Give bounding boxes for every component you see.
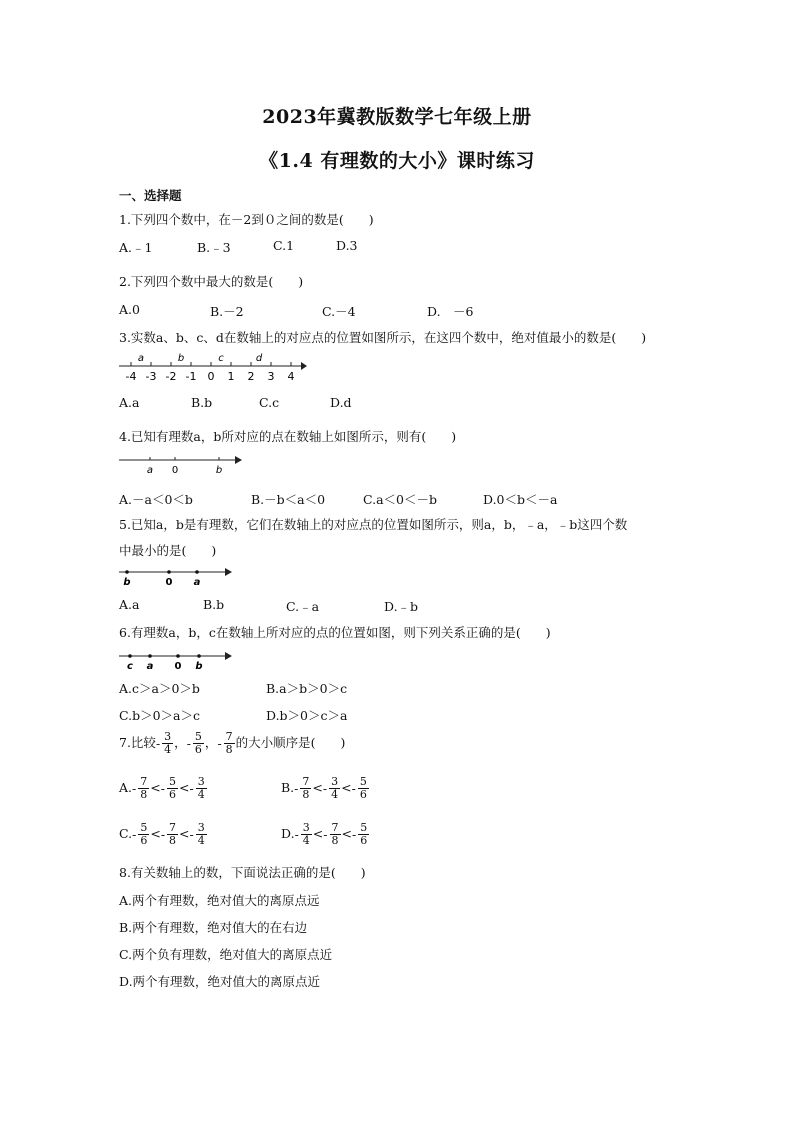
q6-number-line [115,647,240,673]
axis-point-label: b [177,353,185,364]
question-7-stem: 7.比较- $\frac{3}{4}$ ，- $\frac{5}{6}$ ，- $\frac{7}{8}$ 的大小顺序是( ) [119,730,346,756]
q7-option-c: C.- $\frac{5}{6}$ <- $\frac{7}{8}$ <- $\frac{3}{4}$ [119,821,205,847]
q1-option-c: C.1 [273,238,295,253]
q4-option-b: B.－b＜a＜0 [251,492,326,507]
q6-option-d: D.b＞0＞c＞a [266,708,348,723]
axis-tick-label: -1 [185,370,197,383]
q6-label-c: c [127,661,133,672]
question-6-stem: 6.有理数a，b，c在数轴上所对应的点的位置如图，则下列关系正确的是( ) [119,625,551,640]
q4-label-b: b [215,465,223,476]
q6-option-b: B.a＞b＞0＞c [266,681,348,696]
q7-option-b: B.- $\frac{7}{8}$ <- $\frac{3}{4}$ <- $\frac{5}{6}$ [281,775,367,801]
q3-option-c: C.c [259,395,280,410]
q6-option-a: A.c＞a＞0＞b [119,681,200,696]
axis-arrow [301,362,307,370]
axis-ticks [131,362,291,366]
q5-number-line [115,563,240,589]
q5-option-b: B.b [203,597,225,612]
q2-option-d: D. －6 [427,304,474,319]
axis-tick-label: 2 [247,370,255,383]
question-4-stem: 4.已知有理数a，b所对应的点在数轴上如图所示，则有( ) [119,429,457,444]
q5-option-c: C.﹣a [286,599,320,614]
axis-point-label: a [137,353,145,364]
axis-tick-label: -3 [145,370,157,383]
q1-option-d: D.3 [336,238,358,253]
q3-option-d: D.d [330,395,352,410]
section-heading: 一、选择题 [119,188,182,203]
q5-label-zero: 0 [165,577,173,588]
q7-option-d: D.- $\frac{3}{4}$ <- $\frac{7}{8}$ <- $\frac{5}{6}$ [281,821,368,847]
q5-label-a: a [193,577,201,588]
q3-option-a: A.a [119,395,140,410]
axis-tick-label: -2 [165,370,177,383]
q4-label-zero: 0 [171,465,179,476]
q4-number-line [115,451,250,477]
q1-option-b: B.﹣3 [197,240,231,255]
axis-point-label: d [255,353,263,364]
q2-option-a: A.0 [119,302,140,317]
axis-tick-label: -4 [125,370,137,383]
q6-option-c: C.b＞0＞a＞c [119,708,200,723]
question-2-stem: 2.下列四个数中最大的数是( ) [119,274,304,289]
q4-option-c: C.a＜0＜－b [363,492,437,507]
q5-label-b: b [123,577,131,588]
question-5-stem-line2: 中最小的是( ) [119,543,217,558]
page-subtitle: 《1.4 有理数的大小》课时练习 [259,150,535,172]
q2-option-c: C.－4 [322,304,356,319]
axis-tick-label: 1 [227,370,235,383]
q6-label-a: a [146,661,154,672]
q2-option-b: B.－2 [210,304,244,319]
q8-option-c: C.两个负有理数，绝对值大的离原点近 [119,947,333,962]
q7-option-a: A.- $\frac{7}{8}$ <- $\frac{5}{6}$ <- $\frac{3}{4}$ [119,775,205,801]
q3-number-line [115,350,310,386]
q4-option-d: D.0＜b＜－a [483,492,558,507]
question-8-stem: 8.有关数轴上的数，下面说法正确的是( ) [119,865,366,880]
q4-option-a: A.－a＜0＜b [119,492,193,507]
question-5-stem-line1: 5.已知a，b是有理数，它们在数轴上的对应点的位置如图所示，则a，b，﹣a，﹣b这四个数 [119,517,628,532]
q6-label-zero: 0 [174,661,182,672]
question-1-stem: 1.下列四个数中，在－2到０之间的数是( ) [119,212,374,227]
axis-tick-label: 4 [287,370,295,383]
q5-option-a: A.a [119,597,140,612]
axis-point-label: c [218,353,224,364]
axis-tick-label: 3 [267,370,275,383]
q8-option-b: B.两个有理数，绝对值大的在右边 [119,920,308,935]
q8-option-d: D.两个有理数，绝对值大的离原点近 [119,974,321,989]
q4-label-a: a [146,465,154,476]
question-3-stem: 3.实数a、b、c、d在数轴上的对应点的位置如图所示，在这四个数中，绝对值最小的数是( ) [119,330,647,345]
q3-option-b: B.b [191,395,213,410]
q5-option-d: D.﹣b [384,599,419,614]
page-title: 2023年冀教版数学七年级上册 [262,106,532,128]
axis-tick-label: 0 [207,370,215,383]
q8-option-a: A.两个有理数，绝对值大的离原点远 [119,893,320,908]
q6-label-b: b [195,661,203,672]
q1-option-a: A.﹣1 [119,240,153,255]
